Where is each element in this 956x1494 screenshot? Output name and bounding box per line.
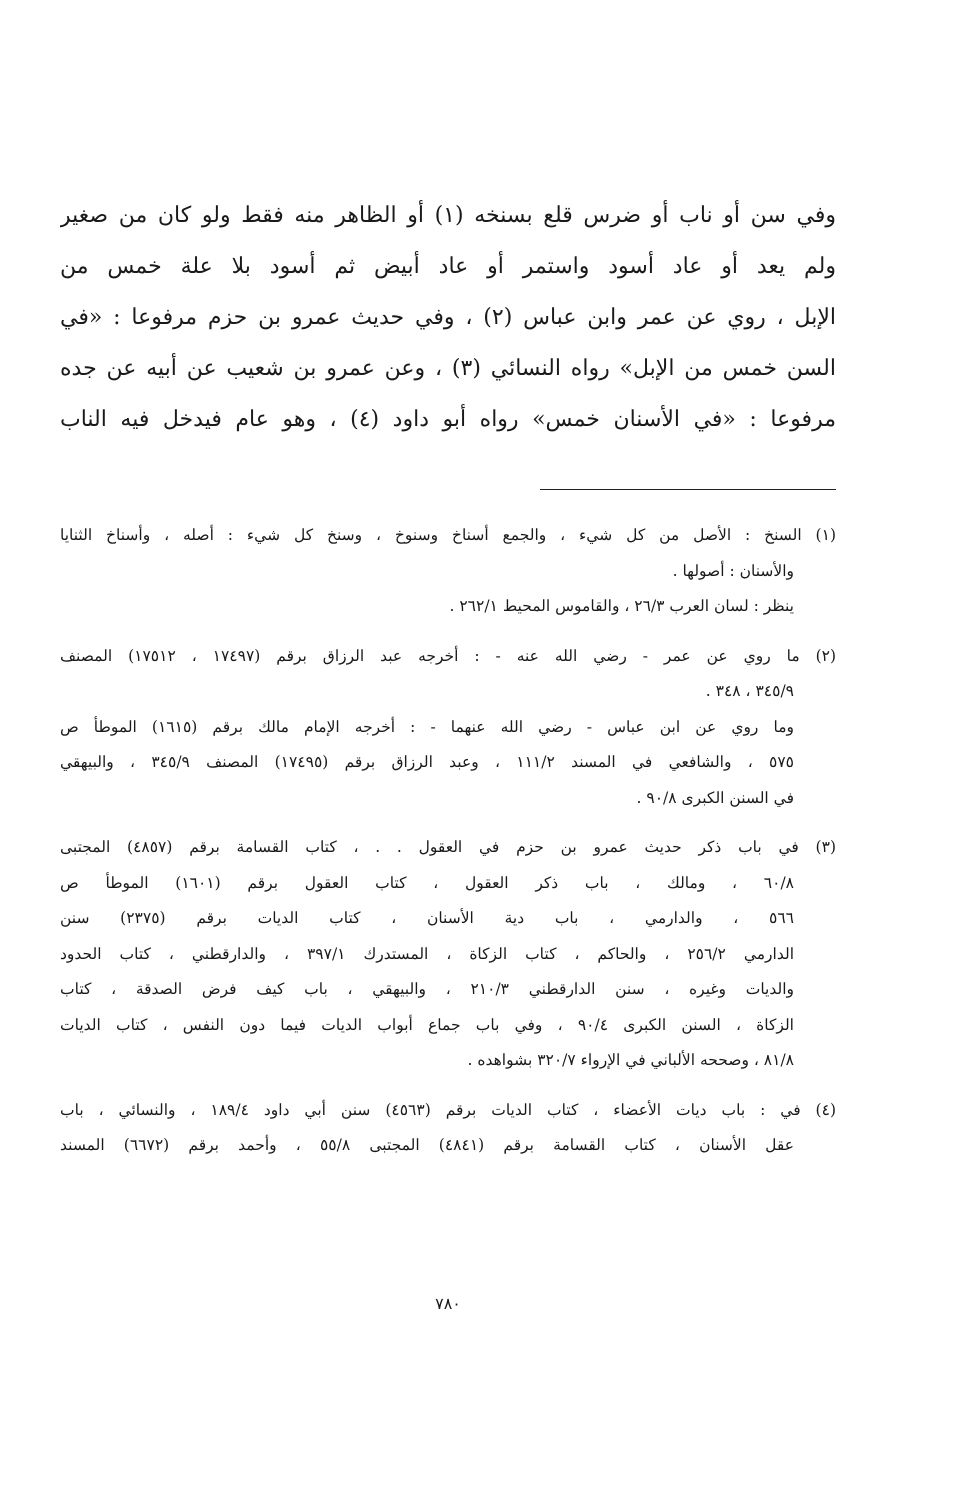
footnote-line: والديات وغيره ، سنن الدارقطني ٢١٠/٣ ، والبيهقي ، باب كيف فرض الصدقة ، كتاب (60, 980, 794, 998)
footnote-line: الدارمي ٢٥٦/٢ ، والحاكم ، كتاب الزكاة ، المستدرك ٣٩٧/١ ، والدارقطني ، كتاب الحدود (60, 944, 794, 963)
main-text-line: الإبل ، روي عن عمر وابن عباس (٢) ، وفي حديث عمرو بن حزم مرفوعا : «في (60, 305, 836, 330)
footnote-line: في السنن الكبرى ٩٠/٨ . (636, 788, 794, 807)
main-text-line: السن خمس من الإبل» رواه النسائي (٣) ، وعن عمرو بن شعيب عن أبيه عن جده (60, 356, 836, 381)
footnote-line: ٥٦٦ ، والدارمي ، باب دية الأسنان ، كتاب الديات برقم (٢٣٧٥) سنن (60, 909, 794, 927)
footnotes (60, 518, 836, 1178)
main-text-line: وفي سن أو ناب أو ضرس قلع بسنخه (١) أو الظاهر منه فقط ولو كان من صغير (60, 203, 836, 228)
page-number: ٧٨٠ (435, 1294, 461, 1313)
footnote-line: ٣٤٥/٩ ، ٣٤٨ . (705, 682, 794, 700)
footnote-2 (60, 639, 836, 817)
main-text (60, 190, 836, 445)
document-page (60, 0, 836, 1494)
footnote-separator (540, 489, 836, 490)
footnote-line: الزكاة ، السنن الكبرى ٩٠/٤ ، وفي باب جماع أبواب الديات فيما دون النفس ، كتاب الديات (60, 1015, 794, 1034)
footnote-3 (60, 830, 836, 1079)
footnote-line: (٤) في : باب ديات الأعضاء ، كتاب الديات برقم (٤٥٦٣) سنن أبي داود ١٨٩/٤ ، والنسائي ، باب (60, 1100, 836, 1119)
footnote-line: (١) السنخ : الأصل من كل شيء ، والجمع أسناخ وسنوخ ، وسنخ كل شيء : أصله ، وأسناخ الثنايا (60, 526, 836, 544)
footnote-line: (٣) في باب ذكر حديث عمرو بن حزم في العقول . . ، كتاب القسامة برقم (٤٨٥٧) المجتبى (60, 838, 836, 856)
footnote-line: وما روي عن ابن عباس - رضي الله عنهما - : أخرجه الإمام مالك برقم (١٦١٥) الموطأ ص (60, 717, 794, 736)
main-text-line: مرفوعا : «في الأسنان خمس» رواه أبو داود (٤) ، وهو عام فيدخل فيه الناب (60, 407, 836, 432)
footnote-1 (60, 518, 836, 625)
footnote-line: (٢) ما روي عن عمر - رضي الله عنه - : أخرجه عبد الرزاق برقم (١٧٤٩٧ ، ١٧٥١٢) المصنف (60, 646, 836, 665)
main-text-line: ولم يعد أو عاد أسود واستمر أو عاد أبيض ثم أسود بلا علة خمس من (60, 254, 836, 279)
footnote-line: والأسنان : أصولها . (672, 561, 794, 580)
footnote-line: ٨١/٨ ، وصححه الألباني في الإرواء ٣٢٠/٧ بشواهده . (467, 1051, 794, 1069)
footnote-line: ٥٧٥ ، والشافعي في المسند ١١١/٢ ، وعبد الرزاق برقم (١٧٤٩٥) المصنف ٣٤٥/٩ ، والبيهقي (60, 753, 795, 771)
footnote-line: عقل الأسنان ، كتاب القسامة برقم (٤٨٤١) المجتبى ٥٥/٨ ، وأحمد برقم (٦٦٧٢) المسند (60, 1136, 795, 1154)
footnote-line: ينظر : لسان العرب ٢٦/٣ ، والقاموس المحيط ٢٦٢/١ . (449, 597, 794, 615)
footnote-line: ٦٠/٨ ، ومالك ، باب ذكر العقول ، كتاب العقول برقم (١٦٠١) الموطأ ص (60, 873, 794, 892)
footnote-4 (60, 1093, 836, 1164)
